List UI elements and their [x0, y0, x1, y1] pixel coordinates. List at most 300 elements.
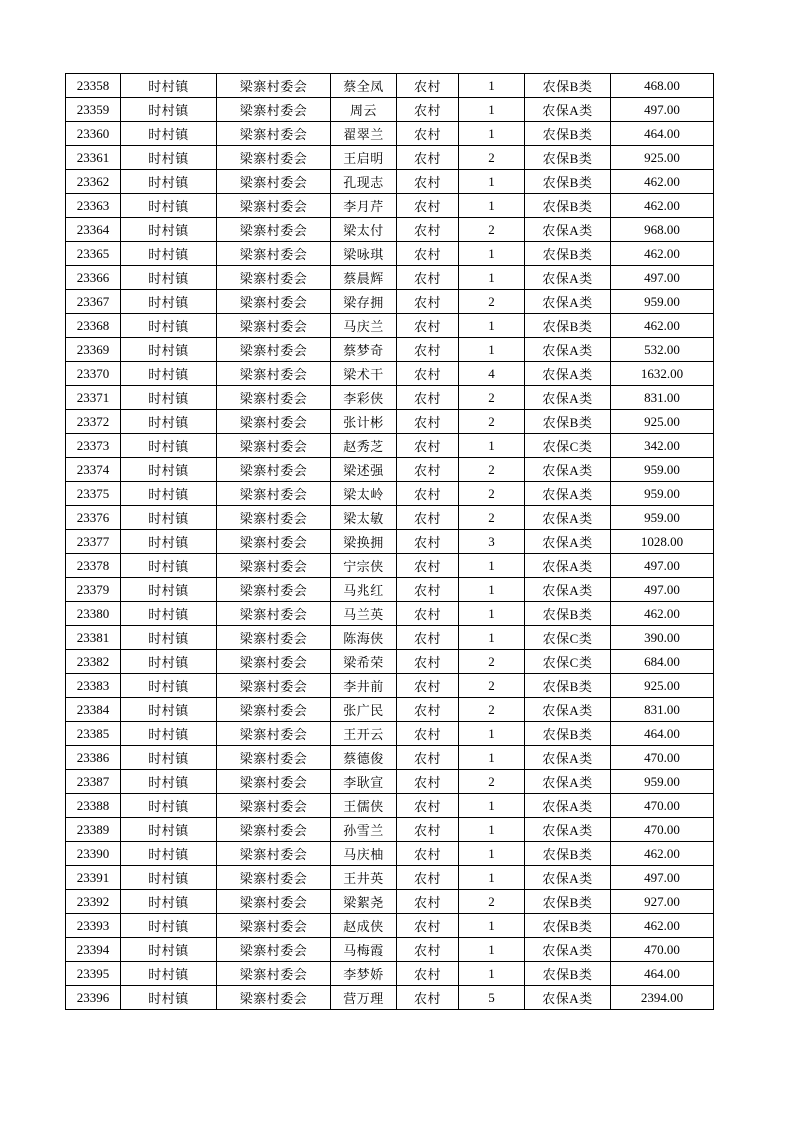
table-row: [66, 74, 714, 98]
table-row: [66, 770, 714, 794]
cell-insurance_type: 农保A类: [525, 578, 611, 602]
cell-village: 梁寨村委会: [217, 338, 331, 362]
cell-town: 时村镇: [121, 890, 217, 914]
cell-town: 时村镇: [121, 122, 217, 146]
cell-name: 马兆红: [331, 578, 397, 602]
cell-insurance_type: 农保A类: [525, 554, 611, 578]
cell-amount: 462.00: [611, 602, 714, 626]
cell-name: 李耿宣: [331, 770, 397, 794]
cell-count: 1: [459, 962, 525, 986]
cell-category: 农村: [397, 962, 459, 986]
cell-town: 时村镇: [121, 74, 217, 98]
table-row: [66, 962, 714, 986]
cell-id: 23391: [66, 866, 121, 890]
cell-category: 农村: [397, 674, 459, 698]
cell-category: 农村: [397, 890, 459, 914]
cell-village: 梁寨村委会: [217, 914, 331, 938]
cell-amount: 462.00: [611, 914, 714, 938]
cell-amount: 462.00: [611, 194, 714, 218]
cell-village: 梁寨村委会: [217, 818, 331, 842]
cell-amount: 925.00: [611, 674, 714, 698]
cell-count: 1: [459, 602, 525, 626]
cell-village: 梁寨村委会: [217, 794, 331, 818]
cell-amount: 927.00: [611, 890, 714, 914]
cell-count: 2: [459, 698, 525, 722]
table-row: [66, 602, 714, 626]
cell-amount: 468.00: [611, 74, 714, 98]
cell-count: 1: [459, 914, 525, 938]
cell-village: 梁寨村委会: [217, 962, 331, 986]
cell-id: 23375: [66, 482, 121, 506]
cell-category: 农村: [397, 914, 459, 938]
cell-amount: 462.00: [611, 314, 714, 338]
cell-insurance_type: 农保B类: [525, 170, 611, 194]
table-row: [66, 314, 714, 338]
cell-amount: 497.00: [611, 98, 714, 122]
cell-town: 时村镇: [121, 626, 217, 650]
cell-category: 农村: [397, 554, 459, 578]
cell-category: 农村: [397, 986, 459, 1010]
cell-insurance_type: 农保A类: [525, 770, 611, 794]
cell-id: 23372: [66, 410, 121, 434]
table-row: [66, 122, 714, 146]
table-row: [66, 818, 714, 842]
cell-count: 2: [459, 890, 525, 914]
cell-category: 农村: [397, 506, 459, 530]
cell-count: 1: [459, 194, 525, 218]
cell-category: 农村: [397, 74, 459, 98]
cell-name: 赵成侠: [331, 914, 397, 938]
cell-id: 23378: [66, 554, 121, 578]
cell-id: 23376: [66, 506, 121, 530]
cell-village: 梁寨村委会: [217, 746, 331, 770]
table-row: [66, 362, 714, 386]
cell-category: 农村: [397, 770, 459, 794]
cell-insurance_type: 农保A类: [525, 986, 611, 1010]
cell-category: 农村: [397, 362, 459, 386]
cell-insurance_type: 农保B类: [525, 314, 611, 338]
cell-id: 23388: [66, 794, 121, 818]
cell-name: 李井前: [331, 674, 397, 698]
cell-count: 2: [459, 218, 525, 242]
cell-insurance_type: 农保A类: [525, 698, 611, 722]
cell-village: 梁寨村委会: [217, 194, 331, 218]
table-row: [66, 842, 714, 866]
cell-village: 梁寨村委会: [217, 146, 331, 170]
cell-category: 农村: [397, 578, 459, 602]
cell-name: 马庆柚: [331, 842, 397, 866]
cell-insurance_type: 农保A类: [525, 98, 611, 122]
cell-insurance_type: 农保B类: [525, 602, 611, 626]
cell-town: 时村镇: [121, 650, 217, 674]
cell-town: 时村镇: [121, 818, 217, 842]
cell-amount: 390.00: [611, 626, 714, 650]
table-row: [66, 386, 714, 410]
cell-town: 时村镇: [121, 410, 217, 434]
cell-name: 王井英: [331, 866, 397, 890]
cell-count: 1: [459, 866, 525, 890]
cell-category: 农村: [397, 98, 459, 122]
cell-id: 23383: [66, 674, 121, 698]
cell-name: 梁太敏: [331, 506, 397, 530]
cell-insurance_type: 农保A类: [525, 818, 611, 842]
cell-amount: 462.00: [611, 170, 714, 194]
cell-amount: 831.00: [611, 698, 714, 722]
cell-count: 2: [459, 674, 525, 698]
cell-insurance_type: 农保B类: [525, 722, 611, 746]
cell-count: 1: [459, 722, 525, 746]
cell-village: 梁寨村委会: [217, 98, 331, 122]
table-row: [66, 530, 714, 554]
cell-town: 时村镇: [121, 290, 217, 314]
cell-insurance_type: 农保A类: [525, 266, 611, 290]
cell-name: 李彩侠: [331, 386, 397, 410]
cell-town: 时村镇: [121, 434, 217, 458]
cell-town: 时村镇: [121, 314, 217, 338]
cell-count: 1: [459, 794, 525, 818]
cell-id: 23371: [66, 386, 121, 410]
cell-category: 农村: [397, 242, 459, 266]
cell-id: 23384: [66, 698, 121, 722]
cell-category: 农村: [397, 410, 459, 434]
cell-village: 梁寨村委会: [217, 458, 331, 482]
cell-category: 农村: [397, 146, 459, 170]
cell-count: 1: [459, 554, 525, 578]
cell-town: 时村镇: [121, 962, 217, 986]
cell-category: 农村: [397, 458, 459, 482]
table-row: [66, 650, 714, 674]
cell-name: 蔡晨辉: [331, 266, 397, 290]
cell-village: 梁寨村委会: [217, 530, 331, 554]
cell-insurance_type: 农保B类: [525, 890, 611, 914]
cell-category: 农村: [397, 314, 459, 338]
cell-name: 宁宗侠: [331, 554, 397, 578]
cell-amount: 959.00: [611, 482, 714, 506]
cell-village: 梁寨村委会: [217, 674, 331, 698]
cell-category: 农村: [397, 842, 459, 866]
cell-category: 农村: [397, 938, 459, 962]
cell-category: 农村: [397, 170, 459, 194]
cell-village: 梁寨村委会: [217, 650, 331, 674]
cell-village: 梁寨村委会: [217, 290, 331, 314]
cell-amount: 925.00: [611, 146, 714, 170]
cell-village: 梁寨村委会: [217, 938, 331, 962]
table-row: [66, 170, 714, 194]
cell-count: 3: [459, 530, 525, 554]
cell-name: 李月芹: [331, 194, 397, 218]
cell-count: 5: [459, 986, 525, 1010]
cell-count: 2: [459, 146, 525, 170]
cell-town: 时村镇: [121, 170, 217, 194]
cell-id: 23389: [66, 818, 121, 842]
cell-id: 23390: [66, 842, 121, 866]
cell-amount: 831.00: [611, 386, 714, 410]
cell-amount: 497.00: [611, 578, 714, 602]
cell-name: 梁述强: [331, 458, 397, 482]
cell-category: 农村: [397, 722, 459, 746]
cell-town: 时村镇: [121, 938, 217, 962]
cell-category: 农村: [397, 602, 459, 626]
cell-insurance_type: 农保C类: [525, 434, 611, 458]
table-row: [66, 938, 714, 962]
cell-insurance_type: 农保A类: [525, 506, 611, 530]
cell-category: 农村: [397, 626, 459, 650]
cell-amount: 464.00: [611, 722, 714, 746]
cell-id: 23394: [66, 938, 121, 962]
cell-town: 时村镇: [121, 506, 217, 530]
cell-insurance_type: 农保A类: [525, 746, 611, 770]
table-row: [66, 698, 714, 722]
cell-count: 1: [459, 122, 525, 146]
cell-town: 时村镇: [121, 386, 217, 410]
cell-name: 马庆兰: [331, 314, 397, 338]
cell-category: 农村: [397, 218, 459, 242]
cell-name: 张计彬: [331, 410, 397, 434]
table-row: [66, 722, 714, 746]
cell-id: 23370: [66, 362, 121, 386]
cell-id: 23379: [66, 578, 121, 602]
cell-town: 时村镇: [121, 266, 217, 290]
cell-id: 23396: [66, 986, 121, 1010]
cell-insurance_type: 农保A类: [525, 530, 611, 554]
cell-name: 营万理: [331, 986, 397, 1010]
cell-insurance_type: 农保A类: [525, 794, 611, 818]
cell-insurance_type: 农保B类: [525, 410, 611, 434]
cell-village: 梁寨村委会: [217, 842, 331, 866]
cell-town: 时村镇: [121, 842, 217, 866]
cell-name: 梁太付: [331, 218, 397, 242]
cell-town: 时村镇: [121, 218, 217, 242]
cell-insurance_type: 农保B类: [525, 842, 611, 866]
cell-amount: 470.00: [611, 818, 714, 842]
table-row: [66, 338, 714, 362]
cell-id: 23361: [66, 146, 121, 170]
cell-id: 23373: [66, 434, 121, 458]
cell-name: 梁希荣: [331, 650, 397, 674]
cell-count: 2: [459, 386, 525, 410]
cell-amount: 464.00: [611, 962, 714, 986]
cell-category: 农村: [397, 746, 459, 770]
cell-village: 梁寨村委会: [217, 218, 331, 242]
cell-town: 时村镇: [121, 338, 217, 362]
cell-count: 2: [459, 290, 525, 314]
cell-village: 梁寨村委会: [217, 170, 331, 194]
cell-amount: 2394.00: [611, 986, 714, 1010]
cell-count: 4: [459, 362, 525, 386]
cell-id: 23365: [66, 242, 121, 266]
cell-town: 时村镇: [121, 794, 217, 818]
cell-id: 23382: [66, 650, 121, 674]
cell-count: 1: [459, 338, 525, 362]
cell-town: 时村镇: [121, 482, 217, 506]
cell-town: 时村镇: [121, 698, 217, 722]
cell-name: 梁换拥: [331, 530, 397, 554]
cell-count: 2: [459, 410, 525, 434]
cell-count: 1: [459, 266, 525, 290]
cell-town: 时村镇: [121, 146, 217, 170]
cell-insurance_type: 农保A类: [525, 458, 611, 482]
cell-town: 时村镇: [121, 554, 217, 578]
table-row: [66, 458, 714, 482]
cell-id: 23392: [66, 890, 121, 914]
cell-amount: 532.00: [611, 338, 714, 362]
cell-id: 23386: [66, 746, 121, 770]
cell-category: 农村: [397, 650, 459, 674]
cell-count: 2: [459, 506, 525, 530]
cell-count: 1: [459, 938, 525, 962]
cell-village: 梁寨村委会: [217, 362, 331, 386]
table-row: [66, 914, 714, 938]
cell-id: 23366: [66, 266, 121, 290]
table-row: [66, 890, 714, 914]
cell-insurance_type: 农保B类: [525, 962, 611, 986]
cell-insurance_type: 农保A类: [525, 290, 611, 314]
table-row: [66, 290, 714, 314]
cell-village: 梁寨村委会: [217, 770, 331, 794]
cell-id: 23369: [66, 338, 121, 362]
cell-town: 时村镇: [121, 770, 217, 794]
table-row: [66, 410, 714, 434]
cell-count: 1: [459, 242, 525, 266]
table-row: [66, 218, 714, 242]
cell-id: 23363: [66, 194, 121, 218]
cell-id: 23393: [66, 914, 121, 938]
cell-count: 1: [459, 842, 525, 866]
cell-count: 1: [459, 578, 525, 602]
cell-amount: 684.00: [611, 650, 714, 674]
cell-name: 梁太岭: [331, 482, 397, 506]
table-row: [66, 674, 714, 698]
cell-name: 翟翠兰: [331, 122, 397, 146]
cell-insurance_type: 农保A类: [525, 338, 611, 362]
cell-amount: 470.00: [611, 794, 714, 818]
cell-town: 时村镇: [121, 602, 217, 626]
cell-insurance_type: 农保A类: [525, 866, 611, 890]
cell-count: 2: [459, 482, 525, 506]
cell-amount: 462.00: [611, 242, 714, 266]
cell-id: 23374: [66, 458, 121, 482]
cell-category: 农村: [397, 434, 459, 458]
cell-count: 1: [459, 74, 525, 98]
cell-name: 梁存拥: [331, 290, 397, 314]
cell-name: 梁絮尧: [331, 890, 397, 914]
cell-amount: 470.00: [611, 746, 714, 770]
cell-category: 农村: [397, 482, 459, 506]
cell-count: 1: [459, 434, 525, 458]
table-body: [66, 74, 714, 1010]
cell-amount: 497.00: [611, 866, 714, 890]
table-row: [66, 242, 714, 266]
cell-town: 时村镇: [121, 722, 217, 746]
cell-name: 赵秀芝: [331, 434, 397, 458]
cell-village: 梁寨村委会: [217, 626, 331, 650]
cell-insurance_type: 农保B类: [525, 194, 611, 218]
cell-insurance_type: 农保A类: [525, 362, 611, 386]
cell-village: 梁寨村委会: [217, 506, 331, 530]
cell-amount: 959.00: [611, 290, 714, 314]
cell-village: 梁寨村委会: [217, 722, 331, 746]
cell-count: 2: [459, 458, 525, 482]
cell-village: 梁寨村委会: [217, 482, 331, 506]
cell-village: 梁寨村委会: [217, 410, 331, 434]
cell-id: 23395: [66, 962, 121, 986]
cell-id: 23380: [66, 602, 121, 626]
cell-insurance_type: 农保A类: [525, 218, 611, 242]
cell-village: 梁寨村委会: [217, 434, 331, 458]
cell-amount: 470.00: [611, 938, 714, 962]
cell-village: 梁寨村委会: [217, 314, 331, 338]
cell-name: 王儒侠: [331, 794, 397, 818]
cell-count: 1: [459, 626, 525, 650]
cell-id: 23387: [66, 770, 121, 794]
table-row: [66, 266, 714, 290]
cell-count: 2: [459, 770, 525, 794]
cell-insurance_type: 农保B类: [525, 74, 611, 98]
cell-insurance_type: 农保A类: [525, 482, 611, 506]
cell-town: 时村镇: [121, 746, 217, 770]
cell-village: 梁寨村委会: [217, 890, 331, 914]
cell-category: 农村: [397, 818, 459, 842]
cell-id: 23385: [66, 722, 121, 746]
cell-amount: 1632.00: [611, 362, 714, 386]
cell-insurance_type: 农保C类: [525, 650, 611, 674]
cell-town: 时村镇: [121, 674, 217, 698]
cell-count: 1: [459, 170, 525, 194]
cell-name: 孙雪兰: [331, 818, 397, 842]
table-row: [66, 626, 714, 650]
cell-town: 时村镇: [121, 458, 217, 482]
cell-id: 23381: [66, 626, 121, 650]
cell-category: 农村: [397, 290, 459, 314]
cell-town: 时村镇: [121, 98, 217, 122]
table-row: [66, 986, 714, 1010]
cell-town: 时村镇: [121, 242, 217, 266]
cell-name: 蔡德俊: [331, 746, 397, 770]
cell-insurance_type: 农保B类: [525, 122, 611, 146]
cell-id: 23359: [66, 98, 121, 122]
cell-category: 农村: [397, 266, 459, 290]
cell-amount: 462.00: [611, 842, 714, 866]
cell-id: 23368: [66, 314, 121, 338]
cell-town: 时村镇: [121, 914, 217, 938]
cell-insurance_type: 农保B类: [525, 146, 611, 170]
cell-category: 农村: [397, 194, 459, 218]
cell-category: 农村: [397, 794, 459, 818]
cell-village: 梁寨村委会: [217, 602, 331, 626]
table-row: [66, 578, 714, 602]
cell-village: 梁寨村委会: [217, 698, 331, 722]
cell-village: 梁寨村委会: [217, 74, 331, 98]
table-row: [66, 194, 714, 218]
table-row: [66, 794, 714, 818]
cell-count: 1: [459, 818, 525, 842]
cell-amount: 968.00: [611, 218, 714, 242]
cell-insurance_type: 农保B类: [525, 914, 611, 938]
cell-name: 王开云: [331, 722, 397, 746]
table-row: [66, 434, 714, 458]
cell-insurance_type: 农保B类: [525, 674, 611, 698]
cell-village: 梁寨村委会: [217, 578, 331, 602]
cell-id: 23362: [66, 170, 121, 194]
cell-amount: 342.00: [611, 434, 714, 458]
cell-id: 23358: [66, 74, 121, 98]
cell-name: 王启明: [331, 146, 397, 170]
cell-name: 张广民: [331, 698, 397, 722]
cell-amount: 497.00: [611, 554, 714, 578]
cell-amount: 959.00: [611, 458, 714, 482]
cell-village: 梁寨村委会: [217, 866, 331, 890]
cell-category: 农村: [397, 338, 459, 362]
